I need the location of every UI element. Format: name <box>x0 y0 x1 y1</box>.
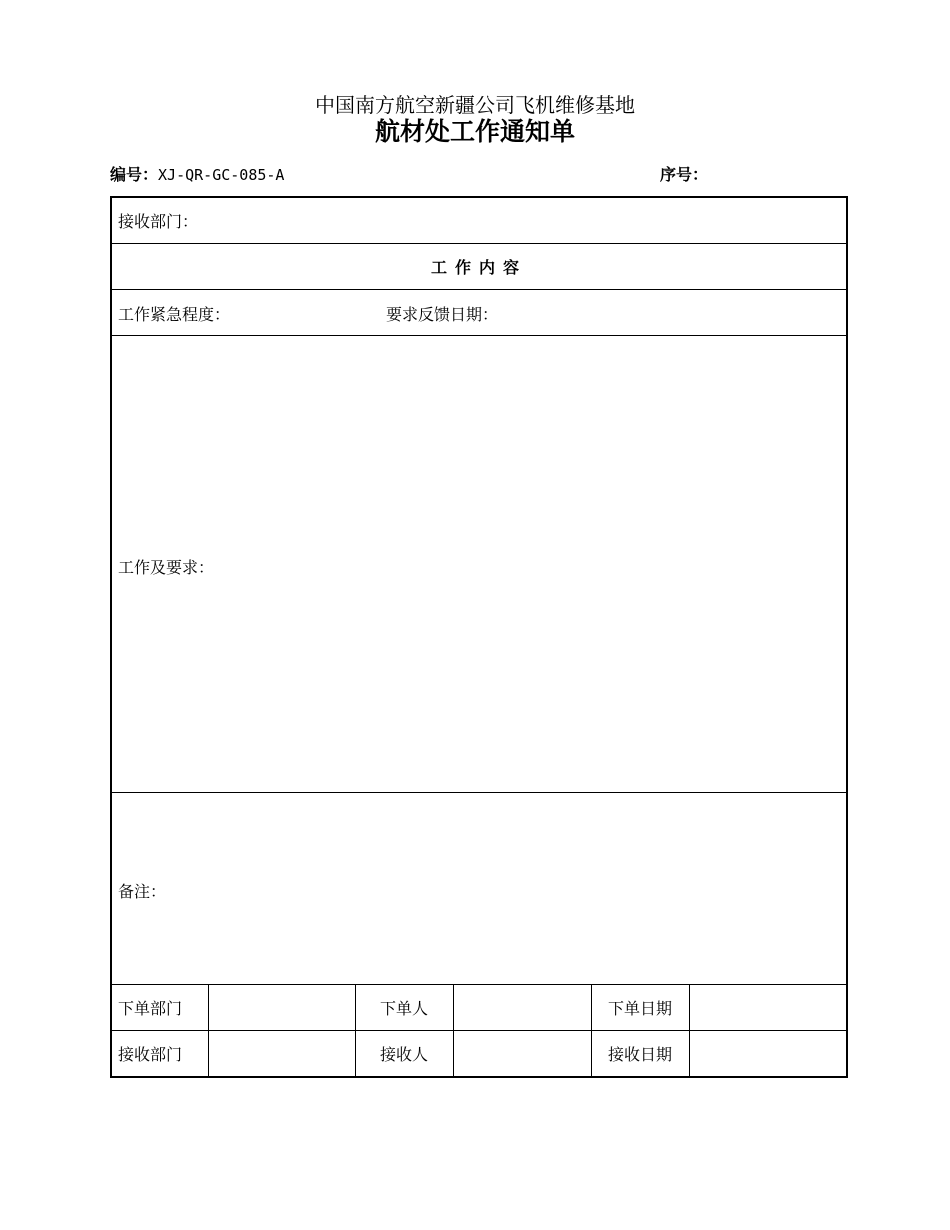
feedback-date-label: 要求反馈日期： <box>386 305 499 324</box>
issuer-label: 下单人 <box>355 985 453 1031</box>
urgency-feedback-row[interactable] <box>111 290 847 336</box>
remarks-field[interactable] <box>111 793 847 985</box>
receiving-dept-sign-value[interactable] <box>208 1031 355 1078</box>
issuing-dept-label: 下单部门 <box>111 985 208 1031</box>
receive-date-value[interactable] <box>689 1031 847 1078</box>
receiving-dept-label: 接收部门： <box>118 212 199 231</box>
receiving-dept-sign-label: 接收部门 <box>111 1031 208 1078</box>
receiving-dept-field[interactable] <box>111 197 847 244</box>
form-title: 航材处工作通知单 <box>374 117 575 146</box>
issue-date-label: 下单日期 <box>591 985 689 1031</box>
issue-date-value[interactable] <box>689 985 847 1031</box>
requirements-label: 工作及要求： <box>118 557 215 577</box>
company-name: 中国南方航空新疆公司飞机维修基地 <box>315 93 635 117</box>
notice-form-table <box>110 196 848 1078</box>
serial-number-label: 序号： <box>660 165 709 184</box>
work-content-heading: 工作内容 <box>111 244 847 290</box>
issuer-value[interactable] <box>453 985 591 1031</box>
form-number <box>110 165 284 185</box>
urgency-label: 工作紧急程度： <box>118 305 231 324</box>
receiver-label: 接收人 <box>355 1031 453 1078</box>
form-number-value: XJ-QR-GC-085-A <box>158 166 285 184</box>
receive-date-label: 接收日期 <box>591 1031 689 1078</box>
remarks-label: 备注： <box>118 882 167 901</box>
requirements-field[interactable] <box>111 336 847 793</box>
receiver-value[interactable] <box>453 1031 591 1078</box>
form-number-label: 编号： <box>110 165 159 184</box>
issuing-dept-value[interactable] <box>208 985 355 1031</box>
